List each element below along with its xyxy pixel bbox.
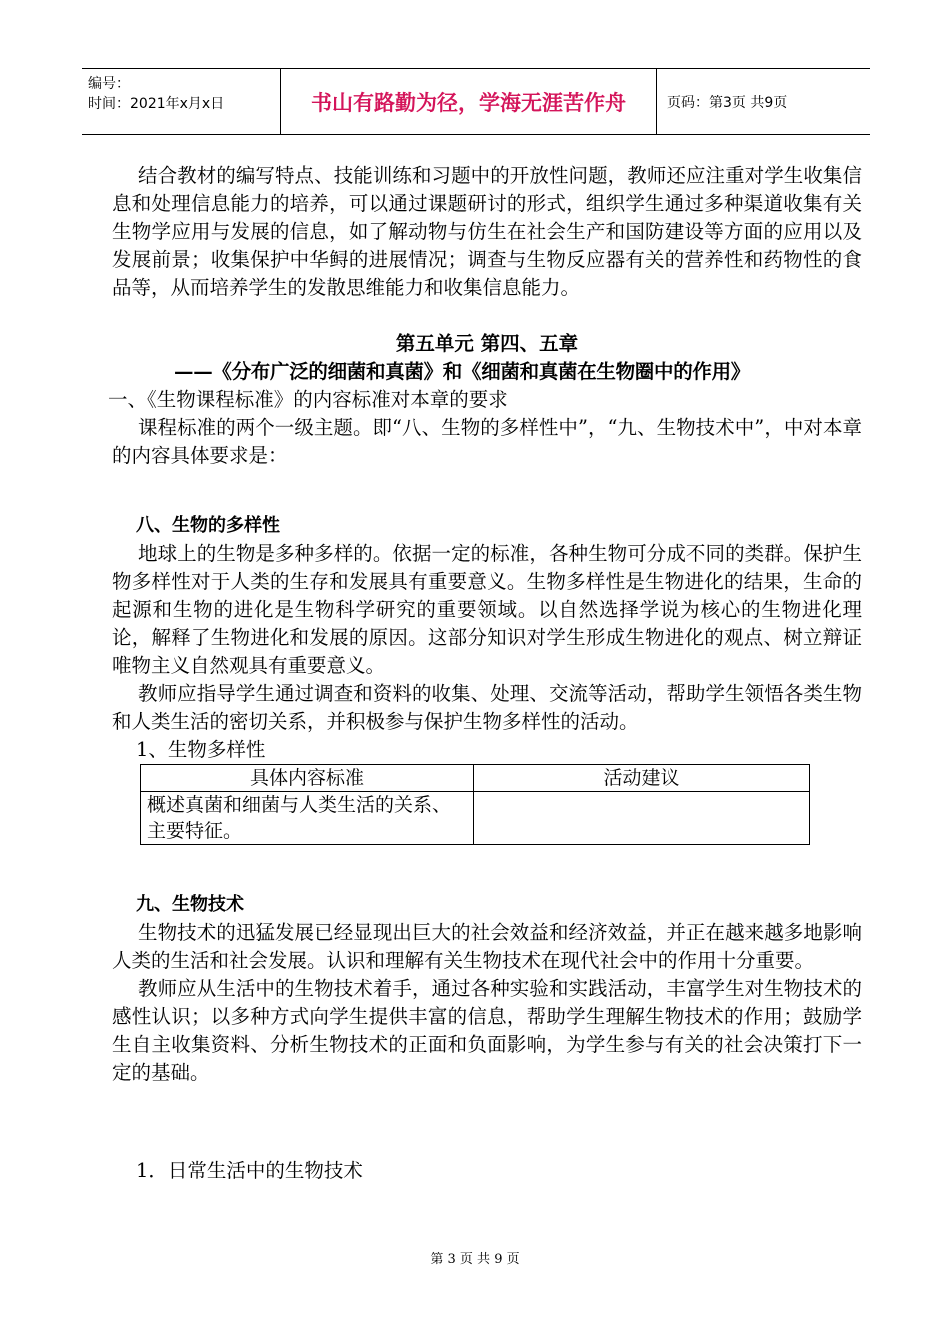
page-header	[82, 68, 870, 135]
document-body	[108, 162, 862, 1185]
topic9-title: 九、生物技术	[136, 894, 244, 915]
unit-title: 第五单元 第四、五章	[395, 332, 579, 355]
table-cell	[474, 792, 810, 845]
intro-paragraph: 结合教材的编写特点、技能训练和习题中的开放性问题，教师还应注重对学生收集信息和处理信息能力的培养，可以通过课题研讨的形式，组织学生通过多种渠道收集有关生物学应用与发展的信息，如了解动物与仿生在社会生产和国防建设等方面的应用以及发展前景；收集保护中华鲟的进展情况；调查与生物反应器有关的营养性和药物性的食品等，从而培养学生的发散思维能力和收集信息能力。	[112, 164, 862, 299]
table-header-row	[141, 765, 810, 792]
page-footer: 第 3 页 共 9 页	[430, 1252, 520, 1267]
unit-subtitle: ——《分布广泛的细菌和真菌》和《细菌和真菌在生物圈中的作用》	[174, 360, 751, 383]
topic9-p1: 生物技术的迅猛发展已经显现出巨大的社会效益和经济效益，并正在越来越多地影响人类的生活和社会发展。认识和理解有关生物技术在现代社会中的作用十分重要。	[112, 921, 862, 972]
topic8-p1: 地球上的生物是多种多样的。依据一定的标准，各种生物可分成不同的类群。保护生物多样性对于人类的生存和发展具有重要意义。生物多样性是生物进化的结果，生命的起源和生物的进化是生物科学研究的重要领域。以自然选择学说为核心的生物进化理论，解释了生物进化和发展的原因。这部分知识对学生形成生物进化的观点、树立辩证唯物主义自然观具有重要意义。	[112, 542, 862, 677]
header-meta	[82, 69, 281, 134]
header-motto: 书山有路勤为径，学海无涯苦作舟	[281, 69, 657, 134]
topic8-p2: 教师应指导学生通过调查和资料的收集、处理、交流等活动，帮助学生领悟各类生物和人类生活的密切关系，并积极参与保护生物多样性的活动。	[112, 682, 862, 733]
header-page: 页码：第3页 共9页	[667, 94, 788, 111]
table-row	[141, 792, 810, 845]
table-cell: 概述真菌和细菌与人类生活的关系、主要特征。	[141, 792, 474, 845]
standards-table	[140, 764, 810, 845]
topic9-p2: 教师应从生活中的生物技术着手，通过各种实验和实践活动，丰富学生对生物技术的感性认识；以多种方式向学生提供丰富的信息，帮助学生理解生物技术的作用；鼓励学生自主收集资料、分析生物技术的正面和负面影响，为学生参与有关的社会决策打下一定的基础。	[112, 977, 862, 1084]
header-date: 时间：2021年x月x日	[88, 96, 225, 112]
table-header-cell: 具体内容标准	[141, 765, 474, 792]
table-header-cell: 活动建议	[474, 765, 810, 792]
section1-text: 课程标准的两个一级主题。即“八、生物的多样性中”，“九、生物技术中”，中对本章的内容具体要求是：	[112, 416, 862, 467]
section1-title: 一、《生物课程标准》的内容标准对本章的要求	[108, 388, 508, 411]
sub2-title: 1．日常生活中的生物技术	[136, 1159, 363, 1182]
header-code: 编号：	[88, 76, 130, 92]
sub1-title: 1、生物多样性	[136, 738, 266, 761]
topic8-title: 八、生物的多样性	[136, 515, 280, 536]
